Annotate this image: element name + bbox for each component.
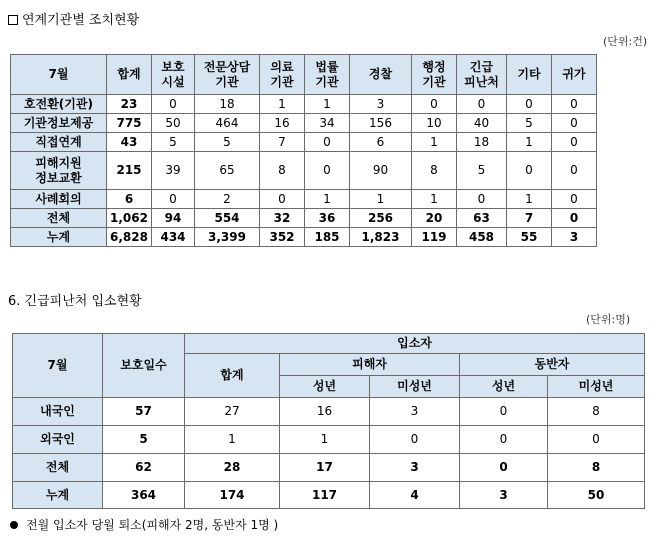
linked-agency-table (10, 54, 645, 247)
cell: 3 (350, 95, 412, 114)
row-label: 외국인 (13, 426, 103, 454)
cell: 55 (507, 228, 552, 247)
cell: 434 (152, 228, 195, 247)
cell: 1 (280, 426, 370, 454)
section2-title: 6. 긴급피난처 입소현황 (8, 294, 142, 309)
cell: 1 (185, 426, 280, 454)
table2-header-row-1 (13, 334, 645, 354)
row-label: 피해지원 정보교환 (11, 152, 107, 190)
cell: 0 (552, 190, 597, 209)
table-row-cumulative (11, 228, 645, 247)
cell: 4 (370, 482, 460, 509)
bullet-icon (10, 521, 18, 529)
footnote-text: 전월 입소자 당월 퇴소(피해자 2명, 동반자 1명 ) (26, 518, 279, 532)
cell: 18 (457, 133, 507, 152)
cell: 28 (185, 454, 280, 482)
cell: 1 (350, 190, 412, 209)
cell: 40 (457, 114, 507, 133)
cell: 20 (412, 209, 457, 228)
table-row (13, 398, 645, 426)
row-label: 전체 (11, 209, 107, 228)
cell: 0 (457, 190, 507, 209)
cell: 0 (552, 209, 597, 228)
table2-header-victim-adult: 성년 (280, 376, 370, 398)
table2-header-companion-adult: 성년 (460, 376, 548, 398)
cell: 0 (548, 426, 645, 454)
cell: 43 (107, 133, 152, 152)
cell: 156 (350, 114, 412, 133)
cell: 7 (260, 133, 305, 152)
cell: 5 (103, 426, 185, 454)
cell: 458 (457, 228, 507, 247)
cell: 62 (103, 454, 185, 482)
cell: 215 (107, 152, 152, 190)
cell: 1 (305, 95, 350, 114)
table-row-total (11, 209, 645, 228)
table1-header-counseling: 전문상담 기관 (195, 55, 260, 95)
table2-header-protect-days: 보호일수 (103, 334, 185, 398)
cell: 3 (370, 454, 460, 482)
table1-header-row (11, 55, 645, 95)
cell: 0 (305, 133, 350, 152)
cell: 0 (412, 95, 457, 114)
cell: 1,823 (350, 228, 412, 247)
cell: 94 (152, 209, 195, 228)
cell: 6,828 (107, 228, 152, 247)
cell: 8 (548, 454, 645, 482)
cell: 16 (280, 398, 370, 426)
section1-title-text: 연계기관별 조치현황 (22, 13, 140, 28)
cell: 36 (305, 209, 350, 228)
cell: 0 (552, 114, 597, 133)
table2-header-victim-minor: 미성년 (370, 376, 460, 398)
table-row (11, 133, 645, 152)
cell: 1 (260, 95, 305, 114)
table-row-cumulative (13, 482, 645, 509)
cell: 3 (460, 482, 548, 509)
row-label: 기관정보제공 (11, 114, 107, 133)
cell: 6 (350, 133, 412, 152)
cell: 1 (507, 133, 552, 152)
cell: 10 (412, 114, 457, 133)
footnote (10, 516, 278, 533)
cell: 3 (370, 398, 460, 426)
cell: 32 (260, 209, 305, 228)
cell: 0 (552, 152, 597, 190)
cell: 1 (507, 190, 552, 209)
cell: 0 (552, 133, 597, 152)
cell: 39 (152, 152, 195, 190)
cell: 117 (280, 482, 370, 509)
cell: 7 (507, 209, 552, 228)
row-label: 누계 (11, 228, 107, 247)
table1-header-shelter: 보호 시설 (152, 55, 195, 95)
row-label: 사례회의 (11, 190, 107, 209)
cell: 1,062 (107, 209, 152, 228)
cell: 464 (195, 114, 260, 133)
table2-header-victim: 피해자 (280, 354, 460, 376)
cell: 174 (185, 482, 280, 509)
cell: 0 (152, 95, 195, 114)
cell: 90 (350, 152, 412, 190)
cell: 23 (107, 95, 152, 114)
cell: 27 (185, 398, 280, 426)
cell: 256 (350, 209, 412, 228)
cell: 5 (152, 133, 195, 152)
section1-unit: (단위:건) (603, 35, 648, 48)
row-label: 누계 (13, 482, 103, 509)
cell: 5 (195, 133, 260, 152)
row-label: 호전환(기관) (11, 95, 107, 114)
cell: 8 (548, 398, 645, 426)
table-row-total (13, 454, 645, 482)
cell: 6 (107, 190, 152, 209)
row-label: 전체 (13, 454, 103, 482)
table1-header-police: 경찰 (350, 55, 412, 95)
cell: 0 (370, 426, 460, 454)
cell: 1 (412, 133, 457, 152)
table-row (11, 114, 645, 133)
cell: 17 (280, 454, 370, 482)
cell: 0 (305, 152, 350, 190)
table-row (11, 152, 645, 190)
table2-header-companion-minor: 미성년 (548, 376, 645, 398)
cell: 0 (457, 95, 507, 114)
cell: 8 (260, 152, 305, 190)
table1-header-medical: 의료 기관 (260, 55, 305, 95)
cell: 57 (103, 398, 185, 426)
emergency-shelter-table (12, 333, 645, 509)
table1-header-month: 7월 (11, 55, 107, 95)
table-row (13, 426, 645, 454)
cell: 63 (457, 209, 507, 228)
cell: 0 (460, 398, 548, 426)
cell: 2 (195, 190, 260, 209)
cell: 5 (457, 152, 507, 190)
table-row (11, 190, 645, 209)
cell: 3,399 (195, 228, 260, 247)
cell: 119 (412, 228, 457, 247)
cell: 1 (305, 190, 350, 209)
section2-unit: (단위:명) (586, 313, 631, 326)
row-label: 내국인 (13, 398, 103, 426)
table2-header-month: 7월 (13, 334, 103, 398)
table-row (11, 95, 645, 114)
table1-header-return-home: 귀가 (552, 55, 597, 95)
cell: 0 (260, 190, 305, 209)
cell: 8 (412, 152, 457, 190)
cell: 65 (195, 152, 260, 190)
cell: 0 (507, 95, 552, 114)
cell: 0 (152, 190, 195, 209)
cell: 0 (507, 152, 552, 190)
cell: 352 (260, 228, 305, 247)
table1-header-admin: 행정 기관 (412, 55, 457, 95)
row-label: 직접연계 (11, 133, 107, 152)
cell: 50 (548, 482, 645, 509)
cell: 185 (305, 228, 350, 247)
cell: 554 (195, 209, 260, 228)
section1-title (8, 9, 139, 28)
table1-header-legal: 법률 기관 (305, 55, 350, 95)
table2-header-total: 합계 (185, 354, 280, 398)
cell: 0 (460, 454, 548, 482)
table2-header-admission: 입소자 (185, 334, 645, 354)
table1-header-emergency: 긴급 피난처 (457, 55, 507, 95)
cell: 0 (552, 95, 597, 114)
cell: 364 (103, 482, 185, 509)
cell: 18 (195, 95, 260, 114)
cell: 775 (107, 114, 152, 133)
cell: 1 (412, 190, 457, 209)
cell: 16 (260, 114, 305, 133)
table2-header-companion: 동반자 (460, 354, 645, 376)
cell: 5 (507, 114, 552, 133)
cell: 50 (152, 114, 195, 133)
table1-header-total: 합계 (107, 55, 152, 95)
checkbox-icon (8, 15, 18, 25)
cell: 3 (552, 228, 597, 247)
table1-header-other: 기타 (507, 55, 552, 95)
cell: 0 (460, 426, 548, 454)
cell: 34 (305, 114, 350, 133)
